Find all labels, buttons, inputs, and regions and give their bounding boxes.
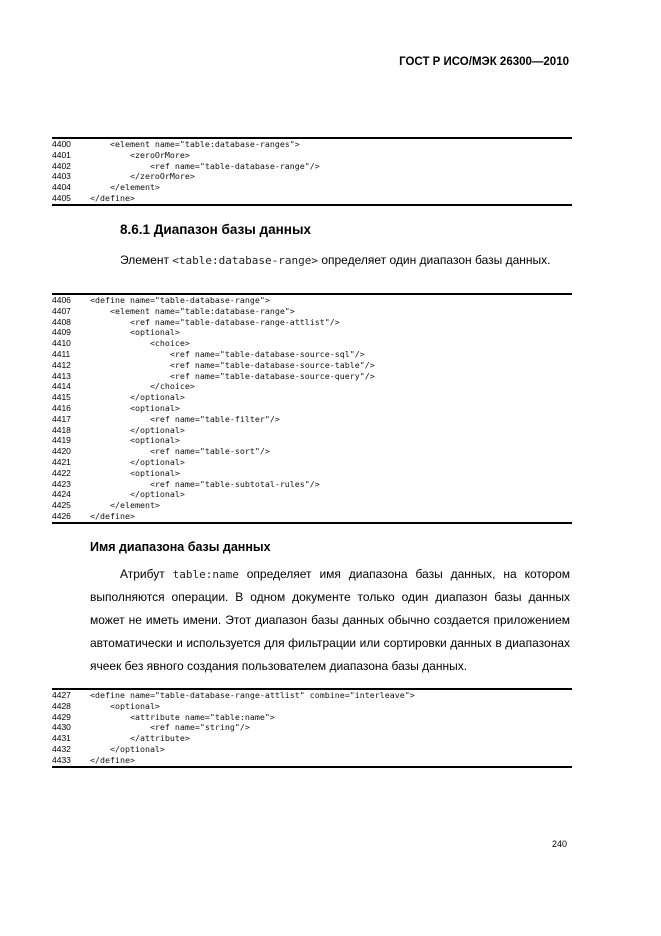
- code-line: [52, 139, 572, 150]
- code-text: </optional>: [90, 456, 185, 467]
- paragraph-attribute-description: [90, 563, 570, 678]
- code-line: [52, 489, 572, 500]
- line-number: 4406: [52, 295, 71, 305]
- code-line: [52, 755, 572, 766]
- code-text: <ref name="table-database-source-query"/>: [90, 370, 375, 381]
- page-number: 240: [552, 839, 568, 849]
- line-number: 4400: [52, 139, 71, 149]
- code-line: [52, 479, 572, 490]
- code-line: [52, 511, 572, 522]
- line-number: 4405: [52, 192, 71, 203]
- line-number: 4401: [52, 149, 71, 160]
- code-line: [52, 744, 572, 755]
- code-line: [52, 360, 572, 371]
- line-number: 4410: [52, 338, 71, 349]
- code-line: [52, 150, 572, 161]
- line-number: 4433: [52, 754, 71, 765]
- subsection-title: Имя диапазона базы данных: [90, 540, 271, 554]
- code-text: <ref name="table-database-source-table"/>: [90, 359, 375, 370]
- code-line: [52, 733, 572, 744]
- code-text: </choice>: [90, 381, 195, 392]
- code-line: [52, 446, 572, 457]
- code-block-1: [52, 137, 572, 206]
- line-number: 4421: [52, 456, 71, 467]
- code-text: </attribute>: [90, 733, 190, 744]
- code-block-2: [52, 293, 572, 524]
- line-number: 4422: [52, 467, 71, 478]
- line-number: 4417: [52, 413, 71, 424]
- code-text: <optional>: [90, 700, 160, 711]
- code-block-3: [52, 688, 572, 768]
- line-number: 4412: [52, 359, 71, 370]
- code-text: </optional>: [90, 489, 185, 500]
- code-text: <attribute name="table:name">: [90, 711, 275, 722]
- line-number: 4418: [52, 424, 71, 435]
- inline-code: <table:database-range>: [172, 254, 318, 267]
- line-number: 4402: [52, 160, 71, 171]
- code-text: <ref name="table-filter"/>: [90, 413, 280, 424]
- code-text: <ref name="table-database-range-attlist"/>: [90, 316, 340, 327]
- code-line: [52, 468, 572, 479]
- paragraph-text-post: определяет один диапазон базы данных.: [318, 253, 551, 267]
- code-text: </optional>: [90, 392, 185, 403]
- code-line: [52, 712, 572, 723]
- document-header: ГОСТ Р ИСО/МЭК 26300—2010: [399, 56, 569, 68]
- inline-code: table:name: [172, 568, 239, 581]
- line-number: 4432: [52, 743, 71, 754]
- code-line: [52, 182, 572, 193]
- code-line: [52, 435, 572, 446]
- paragraph-text-pre: Атрибут: [120, 567, 173, 581]
- code-text: </define>: [90, 510, 135, 521]
- line-number: 4409: [52, 327, 71, 338]
- line-number: 4408: [52, 316, 71, 327]
- line-number: 4415: [52, 392, 71, 403]
- code-line: [52, 457, 572, 468]
- line-number: 4413: [52, 370, 71, 381]
- line-number: 4424: [52, 489, 71, 500]
- line-number: 4416: [52, 402, 71, 413]
- code-line: [52, 349, 572, 360]
- code-text: </optional>: [90, 743, 165, 754]
- code-line: [52, 193, 572, 204]
- code-line: [52, 381, 572, 392]
- code-text: <ref name="table-subtotal-rules"/>: [90, 478, 320, 489]
- code-text: <choice>: [90, 338, 190, 349]
- code-text: <ref name="table-database-source-sql"/>: [90, 348, 365, 359]
- line-number: 4407: [52, 305, 71, 316]
- paragraph-text-pre: Элемент: [120, 253, 173, 267]
- code-text: <optional>: [90, 327, 180, 338]
- code-text: <optional>: [90, 435, 180, 446]
- line-number: 4428: [52, 700, 71, 711]
- line-number: 4427: [52, 690, 71, 700]
- code-text: </element>: [90, 182, 160, 193]
- code-text: <ref name="table-sort"/>: [90, 446, 270, 457]
- code-text: <zeroOrMore>: [90, 149, 190, 160]
- code-line: [52, 690, 572, 701]
- line-number: 4411: [52, 348, 71, 359]
- code-text: <ref name="table-database-range"/>: [90, 160, 320, 171]
- line-number: 4420: [52, 446, 71, 457]
- line-number: 4430: [52, 722, 71, 733]
- code-line: [52, 722, 572, 733]
- line-number: 4429: [52, 711, 71, 722]
- code-text: <optional>: [90, 402, 180, 413]
- code-line: [52, 403, 572, 414]
- paragraph-text-post: определяет имя диапазона базы данных, на котором выполняются операции. В одном документе только один диапазон базы данных может не иметь имени. Этот диапазон базы данных обычно создается приложением автоматически и используется для фильтрации или сортировки данных в диапазонах ячеек без явного создания пользователем диапазона базы данных.: [90, 567, 571, 673]
- section-title: 8.6.1 Диапазон базы данных: [120, 222, 311, 237]
- line-number: 4419: [52, 435, 71, 446]
- code-line: [52, 392, 572, 403]
- code-text: </zeroOrMore>: [90, 171, 195, 182]
- paragraph-element-description: [90, 249, 570, 272]
- code-line: [52, 371, 572, 382]
- code-line: [52, 161, 572, 172]
- line-number: 4403: [52, 171, 71, 182]
- code-line: [52, 414, 572, 425]
- code-line: [52, 327, 572, 338]
- code-line: [52, 171, 572, 182]
- line-number: 4426: [52, 510, 71, 521]
- code-line: [52, 317, 572, 328]
- code-line: [52, 500, 572, 511]
- code-line: [52, 295, 572, 306]
- code-line: [52, 338, 572, 349]
- code-text: </define>: [90, 754, 135, 765]
- code-text: <define name="table-database-range-attlist" combine="interleave">: [90, 690, 415, 700]
- code-text: <element name="table:database-range">: [90, 305, 295, 316]
- line-number: 4404: [52, 182, 71, 193]
- code-text: <element name="table:database-ranges">: [90, 139, 300, 149]
- code-text: </element>: [90, 500, 160, 511]
- line-number: 4423: [52, 478, 71, 489]
- code-line: [52, 425, 572, 436]
- code-text: <define name="table-database-range">: [90, 295, 270, 305]
- line-number: 4431: [52, 733, 71, 744]
- code-text: </optional>: [90, 424, 185, 435]
- code-text: </define>: [90, 192, 135, 203]
- code-line: [52, 701, 572, 712]
- code-text: <optional>: [90, 467, 180, 478]
- line-number: 4425: [52, 500, 71, 511]
- line-number: 4414: [52, 381, 71, 392]
- code-text: <ref name="string"/>: [90, 722, 250, 733]
- code-line: [52, 306, 572, 317]
